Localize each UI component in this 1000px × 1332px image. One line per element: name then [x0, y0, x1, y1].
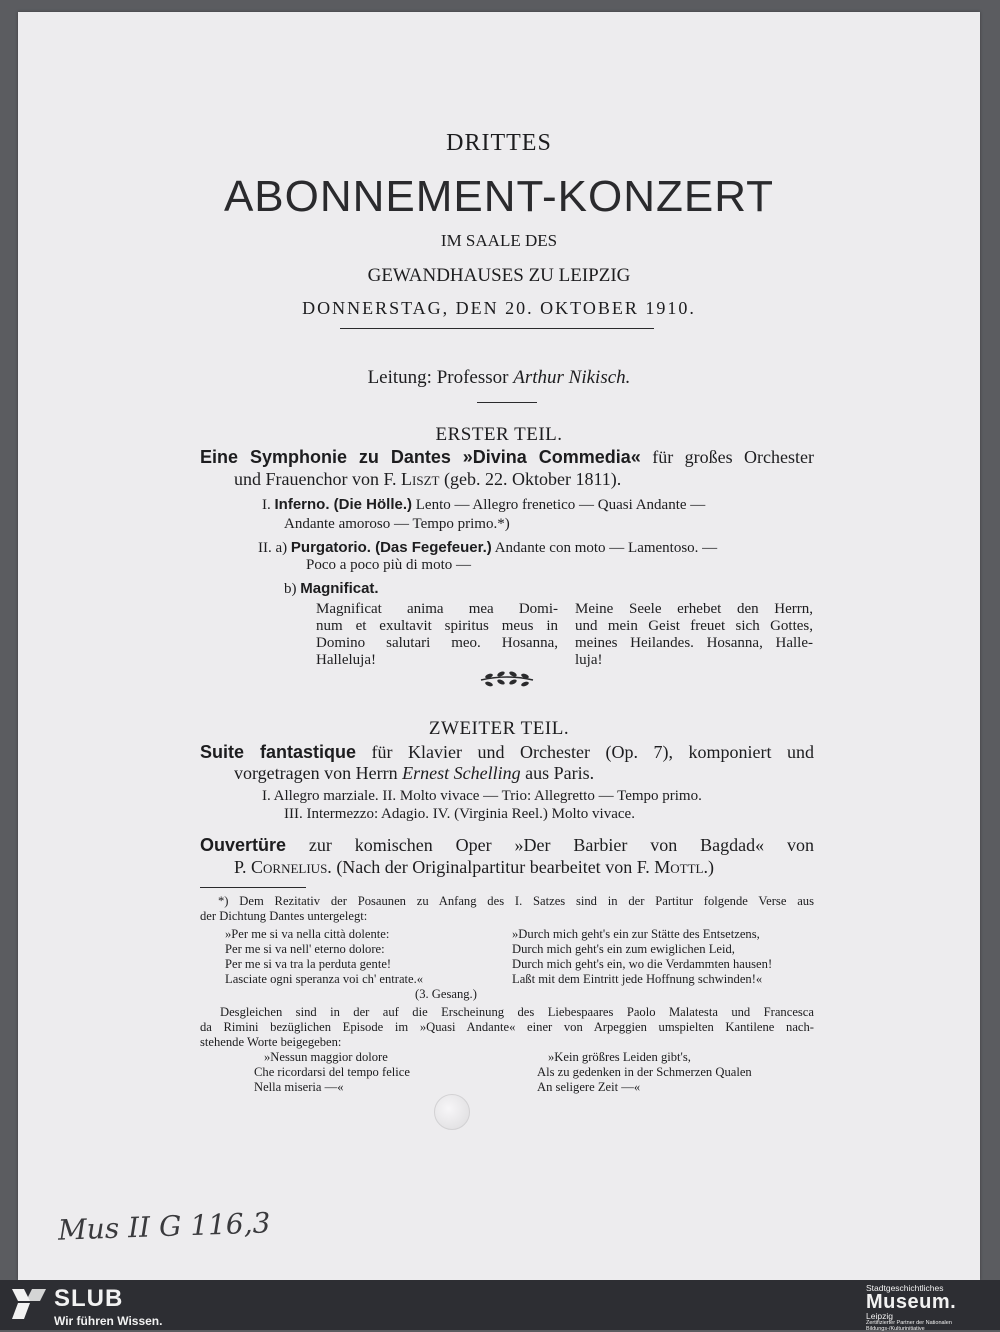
german-text-line: und mein Geist freuet sich Gottes, [575, 618, 813, 634]
italian-verse2-line: »Nessun maggior dolore [264, 1050, 388, 1064]
german-verse-line: Laßt mit dem Eintritt jede Hoffnung schwinden!« [512, 972, 763, 986]
latin-text-line: Domino salutari meo. Hosanna, [316, 635, 558, 651]
latin-text-line: Magnificat anima mea Domi- [316, 601, 558, 617]
german-verse-line: Durch mich geht's ein zum ewiglichen Leid, [512, 942, 735, 956]
footnote-intro: *) Dem Rezitativ der Posaunen zu Anfang des I. Satzes sind in der Partitur folgende Verse aus [218, 894, 814, 908]
overture-title: Ouvertüre [200, 835, 287, 855]
slub-logo-text: SLUB [54, 1285, 124, 1312]
footnote-divider [200, 887, 306, 888]
symphony-line1: Eine Symphonie zu Dantes »Divina Commedia« für großes Orchester [200, 447, 815, 467]
movement-magnificat: b) Magnificat. [284, 580, 379, 597]
footnote-intro: der Dichtung Dantes untergelegt: [200, 909, 368, 923]
leitung-line [18, 367, 980, 389]
italian-verse2-line: Che ricordarsi del tempo felice [254, 1065, 410, 1079]
composer-cornelius: Cornelius. [251, 857, 332, 877]
german-text-line: luja! [575, 652, 603, 668]
embossed-stamp [434, 1094, 470, 1130]
suite-movements-1: I. Allegro marziale. II. Molto vivace — Trio: Allegretto — Tempo primo. [262, 788, 702, 804]
museum-city: Leipzig [866, 1311, 893, 1321]
german-text-line: meines Heilandes. Hosanna, Halle- [575, 635, 813, 651]
footer-bar [0, 1280, 1000, 1330]
museum-small-label: Stadtgeschichtliches [866, 1283, 944, 1293]
drittes-heading: DRITTES [446, 130, 552, 156]
part1-heading: ERSTER TEIL. [435, 424, 563, 445]
symphony-title: Eine Symphonie zu Dantes »Divina Commedia« [200, 447, 641, 467]
leitung-prefix: Leitung: Professor [367, 367, 509, 388]
movement-purgatorio: II. a) Purgatorio. (Das Fegefeuer.) Andante con moto — Lamentoso. — [258, 539, 718, 556]
date-line: DONNERSTAG, DEN 20. OKTOBER 1910. [302, 298, 696, 318]
purgatorio-line2: Poco a poco più di moto — [306, 557, 471, 573]
suite-title: Suite fantastique [200, 742, 357, 762]
performer-name: Ernest Schelling [402, 763, 521, 783]
symphony-line2: und Frauenchor von F. Liszt (geb. 22. Oktober 1811). [234, 469, 622, 489]
laurel-ornament-icon [477, 670, 537, 690]
german-verse-line: Durch mich geht's ein, wo die Verdammten hausen! [512, 957, 773, 971]
im-saale-line: IM SAALE DES [440, 231, 558, 250]
italian-verse-line: Lasciate ogni speranza voi ch' entrate.« [225, 972, 424, 986]
part2-heading: ZWEITER TEIL. [428, 718, 570, 739]
concert-title: ABONNEMENT-KONZERT [223, 172, 775, 221]
latin-text-line: Halleluja! [316, 652, 376, 668]
handwritten-shelfmark: Mus II G 116,3 [57, 1206, 271, 1247]
italian-verse-line: Per me si va tra la perduta gente! [225, 957, 392, 971]
german-verse2-line: An seligere Zeit —« [537, 1080, 641, 1094]
slub-tagline: Wir führen Wissen. [54, 1314, 163, 1328]
suite-movements-2: III. Intermezzo: Adagio. IV. (Virginia Reel.) Molto vivace. [284, 806, 635, 822]
german-verse-line: »Durch mich geht's ein zur Stätte des Entsetzens, [512, 927, 760, 941]
latin-text-line: num et exultavit spiritus meus in [316, 618, 558, 634]
german-text-line: Meine Seele erhebet den Herrn, [575, 601, 813, 617]
footnote-paragraph: da Rimini bezüglichen Episode im »Quasi Andante« einer von Arpeggien umspielten Kantilene nach- [200, 1020, 814, 1034]
museum-logo-text: Museum. [866, 1291, 957, 1313]
italian-verse-line: Per me si va nell' eterno dolore: [225, 942, 385, 956]
conductor-name: Arthur Nikisch. [513, 367, 631, 388]
gewandhaus-line: GEWANDHAUSES ZU LEIPZIG [367, 265, 631, 286]
german-verse2-line: »Kein größres Leiden gibt's, [548, 1050, 691, 1064]
italian-verse2-line: Nella miseria —« [254, 1080, 344, 1094]
museum-partner-note: Zertifizierter Partner der Nationalen Bildungs-/Kulturinitiative [866, 1320, 952, 1332]
overture-line1: Ouvertüre zur komischen Oper »Der Barbier von Bagdad« von [200, 835, 814, 855]
movement-inferno: I. Inferno. (Die Hölle.) Lento — Allegro frenetico — Quasi Andante — [262, 496, 706, 513]
arranger-mottl: Mottl.) [654, 857, 714, 877]
footnote-paragraph: stehende Worte beigegeben: [200, 1035, 342, 1049]
suite-line2: vorgetragen von Herrn Ernest Schelling aus Paris. [234, 763, 595, 783]
german-verse2-line: Als zu gedenken in der Schmerzen Qualen [537, 1065, 752, 1079]
overture-line2: P. Cornelius. (Nach der Originalpartitur bearbeitet von F. Mottl.) [234, 857, 714, 877]
short-divider [477, 402, 537, 403]
canto-reference: (3. Gesang.) [415, 987, 477, 1001]
slub-logo-icon [10, 1287, 48, 1321]
composer-liszt: Liszt [401, 469, 440, 489]
program-sheet [18, 12, 980, 1280]
header-divider [340, 328, 654, 329]
inferno-line2: Andante amoroso — Tempo primo.*) [284, 516, 510, 532]
suite-line1: Suite fantastique für Klavier und Orchester (Op. 7), komponiert und [200, 742, 814, 762]
footnote-paragraph: Desgleichen sind in der auf die Erscheinung des Liebespaares Paolo Malatesta und Francesca [220, 1005, 814, 1019]
italian-verse-line: »Per me si va nella città dolente: [225, 927, 390, 941]
